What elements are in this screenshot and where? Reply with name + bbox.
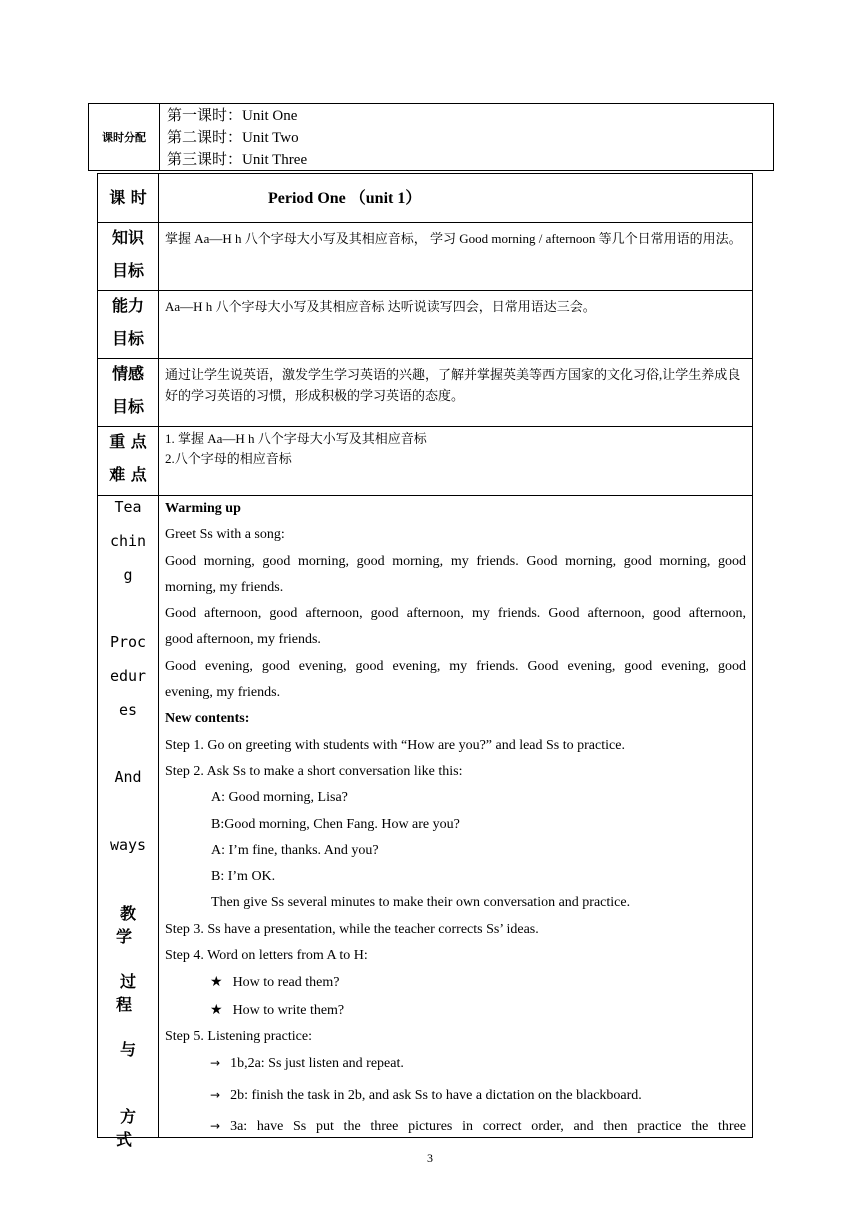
key-label-1: 重 点 bbox=[109, 432, 147, 451]
emotion-text: 通过让学生说英语，激发学生学习英语的兴趣，了解并掌握英美等西方国家的文化习俗,让学生养成良好的学习英语的习惯，形成积极的学习英语的态度。 bbox=[165, 367, 741, 403]
song-line: Good afternoon, good afternoon, good afternoon, my friends. Good afternoon, good afternoon, bbox=[165, 606, 746, 622]
procedures-label-word: es bbox=[118, 701, 138, 719]
step-5: Step 5. Listening practice: bbox=[165, 1028, 312, 1044]
procedures-label-word: 教 学 bbox=[115, 904, 144, 946]
procedures-label-word: Proc bbox=[109, 633, 147, 651]
procedures-label-word: Tea bbox=[114, 498, 142, 516]
procedures-label-word: 方 式 bbox=[115, 1107, 144, 1149]
dialogue-line: A: Good morning, Lisa? bbox=[211, 790, 348, 806]
step-5-item bbox=[165, 1082, 746, 1109]
key-points-row bbox=[98, 427, 752, 496]
procedures-row bbox=[98, 496, 752, 1149]
procedures-label-word: ways bbox=[109, 836, 147, 854]
step-5-item bbox=[165, 1050, 746, 1077]
knowledge-label-1: 知识 bbox=[111, 228, 144, 247]
procedures-label bbox=[98, 496, 159, 1149]
greet-line: Greet Ss with a song: bbox=[165, 527, 285, 543]
step-4: Step 4. Word on letters from A to H: bbox=[165, 948, 368, 964]
step-5-item bbox=[165, 1113, 746, 1140]
procedures-label-word: g bbox=[123, 566, 133, 584]
allocation-table bbox=[88, 103, 774, 171]
dialogue-line: Then give Ss several minutes to make their own conversation and practice. bbox=[211, 895, 631, 911]
step-4-item bbox=[165, 969, 746, 996]
procedures-label-word: And bbox=[114, 768, 142, 786]
step-2: Step 2. Ask Ss to make a short conversation like this: bbox=[165, 763, 463, 779]
procedures-label-word: 过 程 bbox=[115, 972, 144, 1014]
ability-text: Aa—H h 八个字母大小写及其相应音标 达听说读写四会，日常用语达三会。 bbox=[165, 299, 596, 314]
knowledge-row bbox=[98, 223, 752, 291]
key-line: 2.八个字母的相应音标 bbox=[165, 451, 292, 466]
dialogue-line: B:Good morning, Chen Fang. How are you? bbox=[211, 816, 460, 832]
procedures-content bbox=[158, 496, 752, 1137]
period-label: 课 时 bbox=[109, 188, 147, 207]
step-1: Step 1. Go on greeting with students with “How are you?” and lead Ss to practice. bbox=[165, 737, 625, 753]
step-5-item-text: 3a: have Ss put the three pictures in correct order, and then practice the three bbox=[230, 1118, 746, 1134]
allocation-label: 课时分配 bbox=[89, 104, 160, 170]
step-5-item-text: 2b: finish the task in 2b, and ask Ss to have a dictation on the blackboard. bbox=[230, 1087, 642, 1103]
song-line: evening, my friends. bbox=[165, 685, 281, 701]
allocation-line: 第一课时：Unit One bbox=[167, 108, 298, 124]
emotion-label-1: 情感 bbox=[111, 364, 144, 383]
step-4-item bbox=[165, 997, 746, 1024]
page-number: 3 bbox=[427, 1151, 433, 1165]
lesson-table bbox=[97, 173, 753, 1149]
song-line: morning, my friends. bbox=[165, 579, 284, 595]
step-4-item-text: How to read them? bbox=[232, 975, 340, 991]
step-4-item-text: How to write them? bbox=[232, 1002, 345, 1018]
song-line: Good morning, good morning, good morning, my friends. Good morning, good morning, good bbox=[165, 553, 746, 569]
new-contents-heading: New contents: bbox=[165, 711, 250, 727]
knowledge-text: 掌握 Aa—H h 八个字母大小写及其相应音标， 学习 Good morning / afternoon 等几个日常用语的用法。 bbox=[165, 231, 742, 246]
dialogue-line: B: I’m OK. bbox=[211, 869, 276, 885]
key-line: 1. 掌握 Aa—H h 八个字母大小写及其相应音标 bbox=[165, 431, 427, 446]
procedures-label-word: 与 bbox=[119, 1040, 144, 1059]
ability-label-2: 目标 bbox=[111, 329, 144, 348]
key-label-2: 难 点 bbox=[109, 465, 147, 484]
allocation-line: 第三课时：Unit Three bbox=[167, 152, 308, 168]
period-row bbox=[98, 174, 752, 223]
ability-label-1: 能力 bbox=[111, 296, 144, 315]
knowledge-label-2: 目标 bbox=[111, 261, 144, 280]
period-title: Period One （unit 1） bbox=[268, 190, 422, 207]
procedures-label-word: edur bbox=[109, 667, 147, 685]
step-5-item-text: 1b,2a: Ss just listen and repeat. bbox=[230, 1056, 404, 1072]
procedures-label-word: chin bbox=[109, 532, 147, 550]
step-3: Step 3. Ss have a presentation, while the teacher corrects Ss’ ideas. bbox=[165, 921, 539, 937]
song-line: good afternoon, my friends. bbox=[165, 632, 321, 648]
ability-row bbox=[98, 291, 752, 359]
warming-up-heading: Warming up bbox=[165, 501, 241, 516]
emotion-label-2: 目标 bbox=[111, 397, 144, 416]
allocation-lines bbox=[160, 104, 307, 170]
emotion-row bbox=[98, 359, 752, 427]
dialogue-line: A: I’m fine, thanks. And you? bbox=[211, 842, 379, 858]
song-line: Good evening, good evening, good evening, my friends. Good evening, good evening, good bbox=[165, 658, 746, 674]
allocation-line: 第二课时：Unit Two bbox=[167, 130, 299, 146]
